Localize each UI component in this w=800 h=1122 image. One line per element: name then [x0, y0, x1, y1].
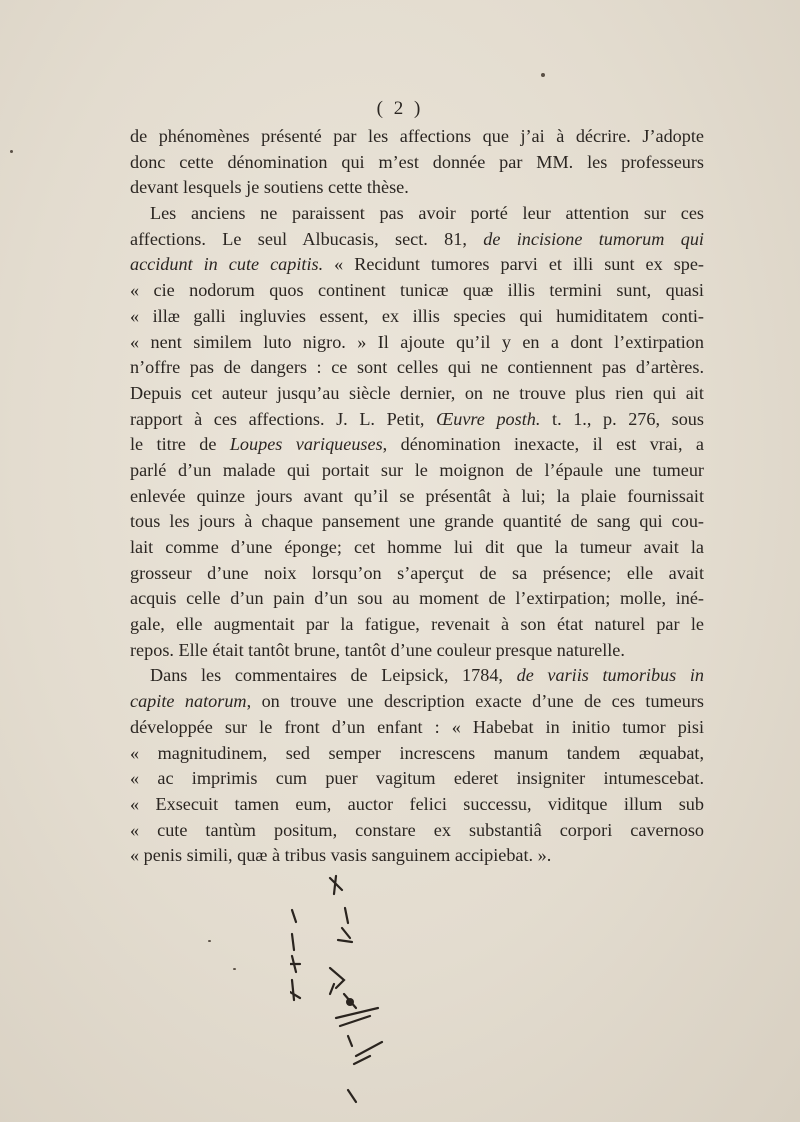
text-run: « penis simili, quæ à tribus vasis sanguinem accipiebat. ». — [130, 845, 552, 866]
text-line — [130, 509, 704, 535]
text-run: « magnitudinem, sed semper increscens manum tandem æquabat, — [130, 742, 704, 763]
text-run: enlevée quinze jours avant qu’il se présentât à lui; la plaie fournissait — [130, 485, 704, 506]
text-run: développée sur le front d’un enfant : « Habebat in initio tumor pisi — [130, 716, 704, 737]
text-run: grosseur d’une noix lorsqu’on s’aperçut de sa présence; elle avait — [130, 562, 704, 583]
text-line — [130, 586, 704, 612]
text-line — [130, 612, 704, 638]
text-line — [130, 432, 704, 458]
text-line — [130, 278, 704, 304]
text-run: gale, elle augmentait par la fatigue, revenait à son état naturel par le — [130, 614, 704, 635]
text-run: Les anciens ne paraissent pas avoir porté leur attention sur ces — [150, 203, 704, 224]
ink-speck — [233, 968, 236, 970]
handwritten-marks — [290, 868, 400, 1108]
text-line — [130, 792, 704, 818]
page-number: ( 2 ) — [376, 98, 424, 119]
text-line — [130, 381, 704, 407]
text-line — [130, 407, 704, 433]
paragraph — [130, 201, 704, 663]
text-line — [130, 252, 704, 278]
text-run: parlé d’un malade qui portait sur le moignon de l’épaule une tumeur — [130, 459, 704, 480]
text-run: « Recidunt tumores parvi et illi sunt ex spe- — [323, 254, 704, 275]
text-run: rapport à ces affections. J. L. Petit, — [130, 408, 437, 429]
text-run: devant lesquels je soutiens cette thèse. — [130, 177, 409, 198]
text-run: « ac imprimis cum puer vagitum ederet insigniter intumescebat. — [130, 768, 704, 789]
text-line — [130, 201, 704, 227]
text-line — [130, 227, 704, 253]
text-line — [130, 766, 704, 792]
text-line — [130, 124, 704, 150]
italic-text-run: capite natorum — [130, 691, 247, 712]
text-run: affections. Le seul Albucasis, sect. 81, — [130, 228, 484, 249]
text-run: lait comme d’une éponge; cet homme lui dit que la tumeur avait la — [130, 537, 704, 557]
text-run: Depuis cet auteur jusqu’au siècle dernier, on ne trouve plus rien qui ait — [130, 382, 704, 403]
text-run: t. 1., p. 276, sous — [540, 408, 704, 429]
text-line — [130, 561, 704, 587]
text-run: acquis celle d’un pain d’un sou au moment de l’extirpation; molle, iné- — [130, 588, 704, 609]
ink-speck — [10, 150, 13, 153]
text-run: de phénomènes présenté par les affections que j’ai à décrire. J’adopte — [130, 126, 704, 146]
text-run: repos. Elle était tantôt brune, tantôt d’une couleur presque naturelle. — [130, 639, 625, 660]
italic-text-run: accidunt in cute capitis. — [130, 254, 324, 275]
text-run: le titre de — [130, 434, 230, 455]
text-run: « illæ galli ingluvies essent, ex illis species qui humiditatem conti- — [130, 305, 704, 326]
text-line — [130, 535, 704, 561]
text-run: n’offre pas de dangers : ce sont celles qui ne contiennent pas d’artères. — [130, 357, 704, 378]
text-line — [130, 304, 704, 330]
text-run: « Exsecuit tamen eum, auctor felici successu, viditque illum sub — [130, 793, 704, 814]
paragraph — [130, 663, 704, 869]
text-run: « cute tantùm positum, constare ex substantiâ corpori cavernoso — [130, 819, 704, 840]
text-run: « nent similem luto nigro. » Il ajoute qu’il y en a dont l’extirpation — [130, 331, 704, 352]
text-run: , on trouve une description exacte d’une de ces tumeurs — [246, 691, 704, 712]
text-line — [130, 843, 704, 869]
text-line — [130, 689, 704, 715]
italic-text-run: de incisione tumorum qui — [483, 228, 704, 249]
text-line — [130, 330, 704, 356]
text-run: Dans les commentaires de Leipsick, 1784, — [150, 665, 517, 686]
italic-text-run: Œuvre posth. — [436, 408, 541, 429]
ink-speck — [541, 73, 545, 77]
text-line — [130, 818, 704, 844]
body-text — [130, 124, 704, 869]
text-line — [130, 715, 704, 741]
text-run: tous les jours à chaque pansement une grande quantité de sang qui cou- — [130, 511, 704, 532]
text-line — [130, 741, 704, 767]
text-line — [130, 458, 704, 484]
text-line — [130, 355, 704, 381]
text-run: « cie nodorum quos continent tunicæ quæ illis termini sunt, quasi — [130, 280, 704, 301]
italic-text-run: de variis tumoribus in — [516, 665, 704, 686]
text-line — [130, 638, 704, 664]
text-line — [130, 175, 704, 201]
ink-speck — [208, 940, 211, 942]
text-line — [130, 663, 704, 689]
italic-text-run: Loupes variqueuses — [229, 434, 383, 455]
text-run: donc cette dénomination qui m’est donnée par MM. les professeurs — [130, 151, 704, 172]
text-run: , dénomination inexacte, il est vrai, a — [382, 434, 704, 455]
paragraph — [130, 124, 704, 201]
text-line — [130, 150, 704, 176]
text-line — [130, 484, 704, 510]
